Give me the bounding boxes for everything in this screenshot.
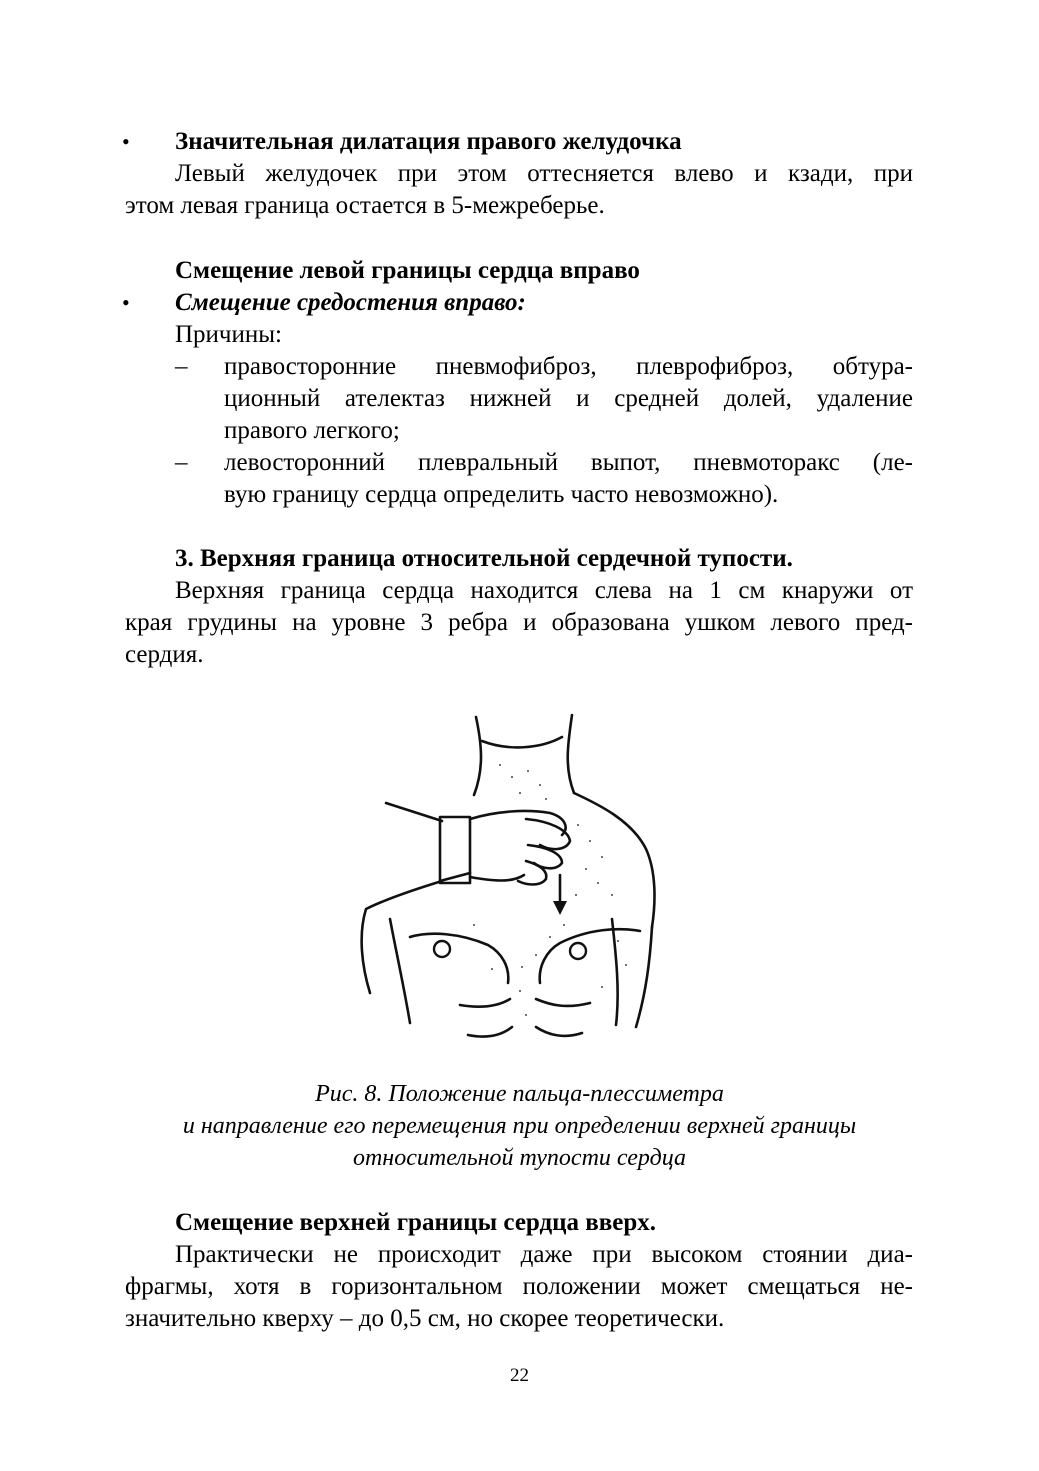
pectoral-left <box>410 934 508 983</box>
nipple-left <box>434 941 450 957</box>
bullet-marker: • <box>122 290 130 315</box>
list-item-line: левосторонний плевральный выпот, пневмоторакс (ле- <box>224 449 913 476</box>
heading-upper-border-shift: Смещение верхней границы сердца вверх. <box>175 1209 657 1236</box>
paragraph-line: значительно кверху – до 0,5 см, но скорее теоретически. <box>125 1305 725 1332</box>
list-item-line: правого легкого; <box>224 417 400 444</box>
paragraph-line: края грудины на уровне 3 ребра и образована ушком левого пред- <box>125 609 913 636</box>
hand-palm <box>470 875 524 881</box>
paragraph-line: Верхняя граница сердца находится слева на 1 см кнаружи от <box>175 577 913 604</box>
abdomen-line <box>468 1027 512 1037</box>
abdomen-line <box>536 1027 582 1036</box>
list-item-line: правосторонние пневмофиброз, плеврофиброз, обтура- <box>224 353 913 380</box>
heading-left-border-shift: Смещение левой границы сердца вправо <box>175 257 640 284</box>
forearm-line-lower <box>440 873 470 881</box>
figure-caption-line: относительной тупости сердца <box>352 1145 687 1171</box>
abdomen-line <box>536 999 590 1006</box>
list-dash: – <box>175 449 188 476</box>
heading-upper-border: 3. Верхняя граница относительной сердечной тупости. <box>175 545 793 572</box>
arm-left-inner <box>390 919 410 1023</box>
paragraph-line: сердия. <box>125 641 204 668</box>
figure-caption-line: Рис. 8. Положение пальца-плессиметра <box>315 1081 724 1107</box>
hand-back <box>470 811 566 835</box>
paragraph-line: Левый желудочек при этом оттесняется влево и кзади, при <box>175 160 913 187</box>
stipple-shading <box>473 764 627 1016</box>
paragraph-line: этом левая граница остается в 5-межреберье. <box>125 192 605 219</box>
forearm-line <box>386 803 442 821</box>
finger-3 <box>518 861 546 885</box>
list-item-line: ционный ателектаз нижней и средней долей, удаление <box>224 385 913 412</box>
nipple-right <box>570 943 586 959</box>
list-dash: – <box>175 353 188 380</box>
abdomen-line <box>460 999 510 1007</box>
arm-right-outline <box>636 927 652 1027</box>
list-item-line: вую границу сердца определить часто невозможно). <box>224 481 779 508</box>
direction-arrow-head <box>553 901 567 915</box>
chin-line <box>482 737 562 747</box>
figure-illustration <box>350 705 680 1065</box>
paragraph-line: фрагмы, хотя в горизонтальном положении может смещаться не- <box>125 1273 913 1300</box>
bullet-marker: • <box>122 129 130 154</box>
pectoral-right <box>540 929 640 983</box>
shoulder-right <box>574 793 654 927</box>
page-number: 22 <box>510 1365 529 1386</box>
subheading-mediastinum-shift: Смещение средостения вправо: <box>175 289 526 316</box>
causes-label: Причины: <box>175 321 283 348</box>
arm-right-inner <box>612 919 618 1025</box>
figure-caption-line: и направление его перемещения при определении верхней границы <box>182 1113 857 1139</box>
neck-right-outline <box>568 715 574 793</box>
paragraph-line: Практически не происходит даже при высоком стоянии диа- <box>175 1241 913 1268</box>
neck-left-outline <box>474 717 481 795</box>
heading-rv-dilatation: Значительная дилатация правого желудочка <box>175 128 682 155</box>
